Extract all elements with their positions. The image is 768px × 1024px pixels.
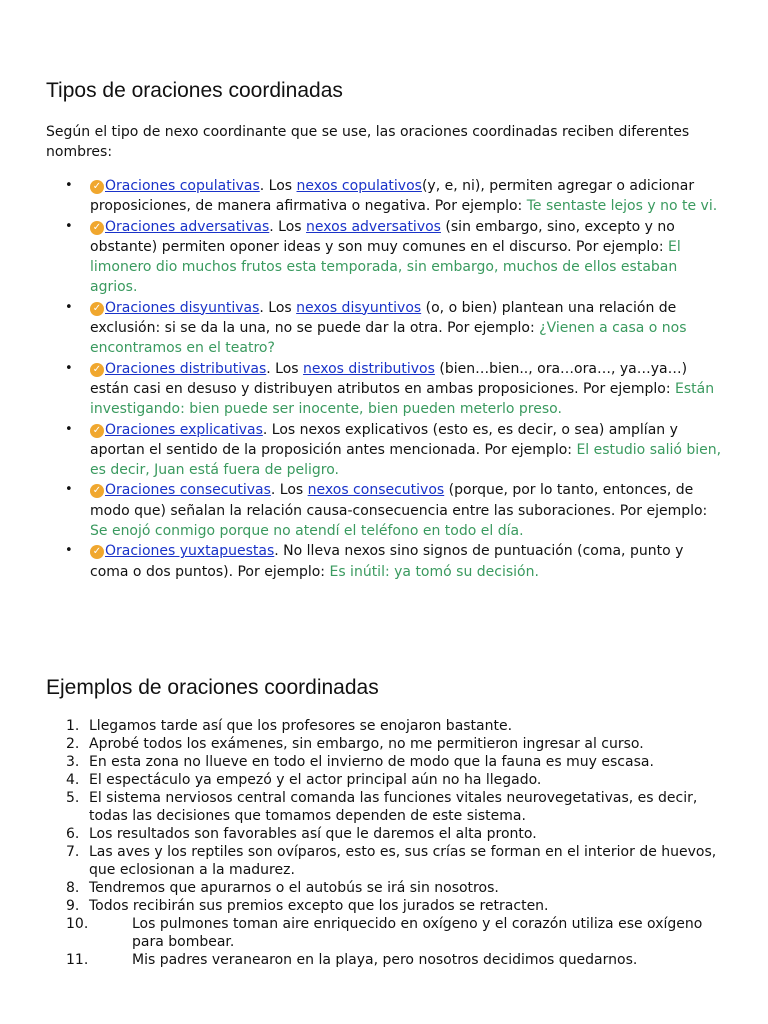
item-number: 8. — [66, 880, 80, 896]
item-text: (bien…bien.., ora…ora…, ya…ya…) están casi en desuso y distribuyen atributos en ambas proposiciones. Por ejemplo: — [90, 360, 688, 397]
item-number: 4. — [66, 772, 80, 788]
list-item — [66, 879, 726, 897]
item-text: Las aves y los reptiles son ovíparos, esto es, sus crías se forman en el interior de huevos, que eclosionan a la madurez. — [89, 844, 717, 878]
example-text: Están investigando: bien puede ser inocente, bien pueden meterlo preso. — [90, 380, 715, 418]
item-number: 10. — [66, 916, 89, 932]
list-item — [66, 753, 726, 771]
list-item — [66, 843, 726, 879]
list-item — [66, 915, 726, 951]
example-text: Es inútil: ya tomó su decisión. — [329, 563, 539, 580]
link-nexos-distributivos[interactable]: nexos distributivos — [303, 360, 435, 377]
item-text: . Los — [259, 299, 297, 316]
item-text: (y, e, ni), permiten agregar o adicionar proposiciones, de manera afirmativa o negativa. Por ejemplo: — [90, 178, 695, 215]
list-item — [44, 359, 724, 420]
list-item — [66, 951, 726, 969]
link-oraciones-disyuntivas[interactable]: Oraciones disyuntivas — [105, 299, 260, 316]
list-item — [66, 735, 726, 753]
example-text: El limonero dio muchos frutos esta temporada, sin embargo, muchos de ellos estaban agrios. — [90, 238, 681, 296]
item-text: Los pulmones toman aire enriquecido en oxígeno y el corazón utiliza ese oxígeno para bombear. — [132, 916, 703, 950]
item-text: . Los — [269, 218, 307, 235]
item-text: El sistema nerviosos central comanda las funciones vitales neurovegetativas, es decir, todas las decisiones que tomamos dependen de este sistema. — [89, 790, 698, 824]
item-number: 3. — [66, 754, 80, 770]
list-item — [44, 420, 724, 481]
link-nexos-copulativos[interactable]: nexos copulativos — [296, 178, 422, 194]
item-text: Los resultados son favorables así que le daremos el alta pronto. — [89, 826, 537, 842]
item-text: El espectáculo ya empezó y el actor principal aún no ha llegado. — [89, 772, 542, 788]
example-text: ¿Vienen a casa o nos encontramos en el teatro? — [90, 320, 687, 357]
example-text: Se enojó conmigo porque no atendí el teléfono en todo el día. — [90, 523, 524, 540]
item-text: . No lleva nexos sino signos de puntuación (coma, punto y coma o dos puntos). Por ejemplo: — [90, 543, 684, 580]
check-circle-icon: ✓ — [90, 221, 104, 235]
check-circle-icon: ✓ — [90, 180, 104, 194]
item-text: . Los — [259, 178, 297, 194]
link-oraciones-explicativas[interactable]: Oraciones explicativas — [105, 421, 263, 438]
link-oraciones-consecutivas[interactable]: Oraciones consecutivas — [105, 482, 271, 499]
item-text: . Los — [270, 482, 308, 499]
item-text: (sin embargo, sino, excepto y no obstante) permiten oponer ideas y son muy comunes en el discurso. Por ejemplo: — [90, 218, 675, 255]
list-item — [66, 897, 726, 915]
check-circle-icon: ✓ — [90, 484, 104, 498]
list-item — [44, 176, 724, 217]
item-number: 5. — [66, 790, 80, 806]
item-text: (porque, por lo tanto, entonces, de modo que) señalan la relación causa-consecuencia entre las suboraciones. Por ejemplo: — [90, 482, 708, 519]
item-number: 9. — [66, 898, 80, 914]
example-text: Te sentaste lejos y no te vi. — [526, 198, 718, 215]
list-item — [44, 217, 724, 298]
item-text: Mis padres veranearon en la playa, pero nosotros decidimos quedarnos. — [132, 952, 638, 968]
link-oraciones-distributivas[interactable]: Oraciones distributivas — [105, 360, 267, 377]
list-item — [66, 771, 726, 789]
item-text: . Los — [266, 360, 304, 377]
item-text: . Los nexos explicativos (esto es, es decir, o sea) amplían y aportan el sentido de la proposición antes mencionada. Por ejemplo: — [90, 421, 678, 458]
section-title-ejemplos: Ejemplos de oraciones coordinadas — [46, 676, 379, 699]
check-circle-icon: ✓ — [90, 302, 104, 316]
list-item — [66, 825, 726, 843]
link-oraciones-adversativas[interactable]: Oraciones adversativas — [105, 218, 270, 235]
list-item — [66, 789, 726, 825]
item-number: 2. — [66, 736, 80, 752]
list-item — [44, 480, 724, 541]
item-number: 1. — [66, 718, 80, 734]
link-oraciones-yuxtapuestas[interactable]: Oraciones yuxtapuestas — [105, 543, 275, 560]
intro-paragraph: Según el tipo de nexo coordinante que se use, las oraciones coordinadas reciben diferentes nombres: — [46, 124, 690, 160]
example-text: El estudio salió bien, es decir, Juan está fuera de peligro. — [90, 441, 722, 479]
examples-list — [66, 717, 726, 969]
item-text: Aprobé todos los exámenes, sin embargo, no me permitieron ingresar al curso. — [89, 736, 644, 752]
item-text: (o, o bien) plantean una relación de exclusión: si se da la una, no se puede dar la otra. Por ejemplo: — [90, 299, 677, 337]
link-nexos-adversativos[interactable]: nexos adversativos — [306, 218, 441, 235]
link-oraciones-copulativas[interactable]: Oraciones copulativas — [105, 178, 260, 194]
item-number: 11. — [66, 952, 89, 968]
section-title-tipos: Tipos de oraciones coordinadas — [46, 79, 343, 102]
item-number: 7. — [66, 844, 80, 860]
check-circle-icon: ✓ — [90, 545, 104, 559]
link-nexos-consecutivos[interactable]: nexos consecutivos — [307, 482, 445, 499]
list-item — [66, 717, 726, 735]
coordinate-types-list — [44, 176, 724, 582]
check-circle-icon: ✓ — [90, 424, 104, 438]
list-item — [44, 298, 724, 359]
item-text: Llegamos tarde así que los profesores se enojaron bastante. — [89, 718, 513, 734]
item-number: 6. — [66, 826, 80, 842]
item-text: En esta zona no llueve en todo el invierno de modo que la fauna es muy escasa. — [89, 754, 654, 770]
list-item — [44, 541, 724, 582]
item-text: Todos recibirán sus premios excepto que los jurados se retracten. — [89, 898, 549, 914]
check-circle-icon: ✓ — [90, 363, 104, 377]
link-nexos-disyuntivos[interactable]: nexos disyuntivos — [296, 299, 422, 316]
item-text: Tendremos que apurarnos o el autobús se irá sin nosotros. — [89, 880, 499, 896]
